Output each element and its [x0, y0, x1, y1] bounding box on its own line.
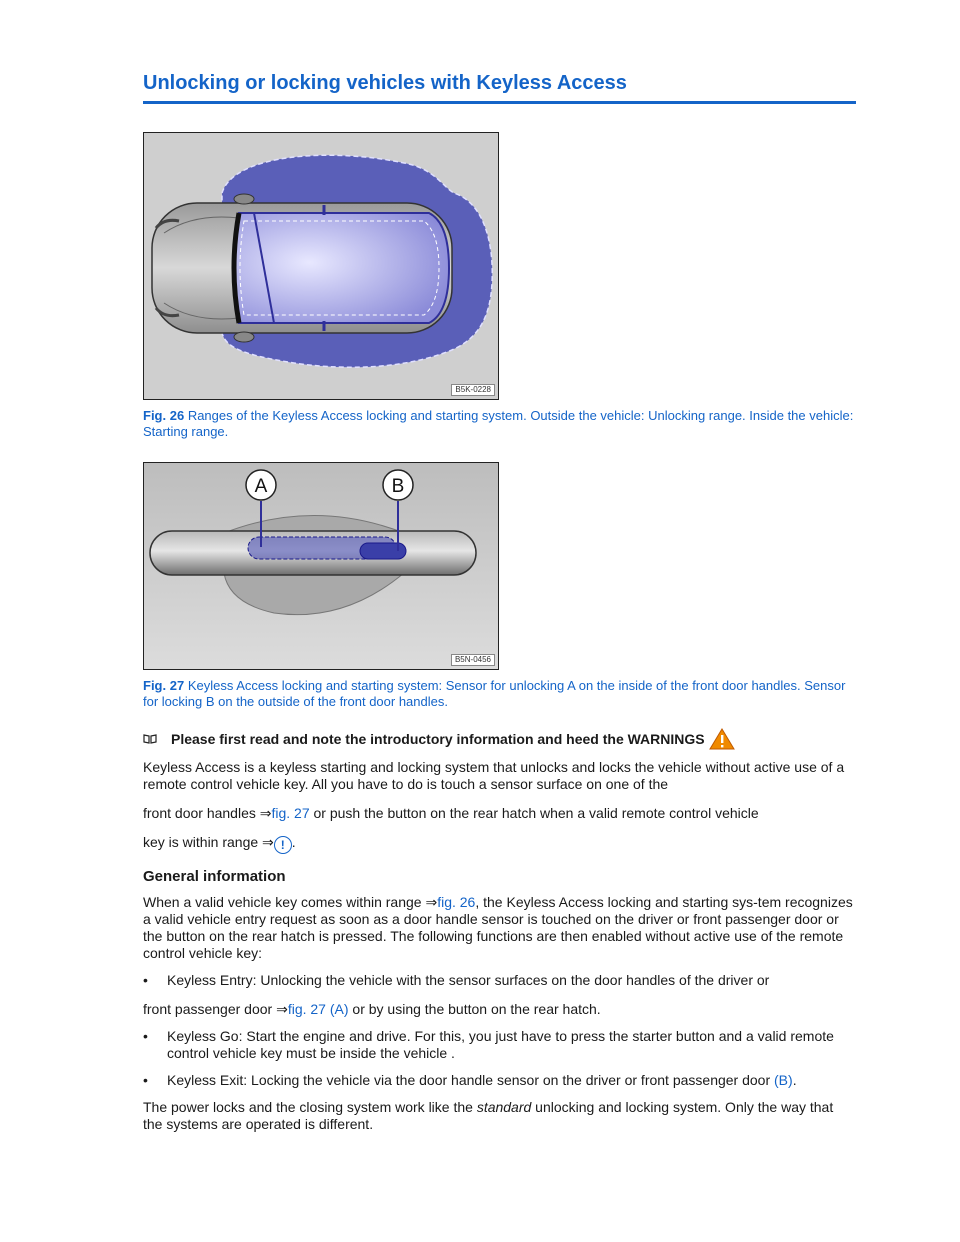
- text: unlocking and locking system. Only the way that the systems are operated is different.: [143, 1099, 834, 1132]
- callout-a-label: A: [254, 476, 268, 497]
- callout-b-label: B: [391, 476, 405, 497]
- door-handle-illustration: [144, 463, 498, 669]
- figure-door-handle: [143, 462, 499, 670]
- figure-caption: [143, 678, 856, 710]
- bullet-text: [143, 1001, 769, 1018]
- figure-code: B5N-0456: [451, 654, 495, 666]
- intro-line-1: Keyless Access is a keyless starting and locking system that unlocks and locks the vehicle without active use of a remote control vehicle key. All you have to do is touch a sensor surface on one of the: [143, 759, 845, 792]
- intro-note: [143, 728, 856, 750]
- fig27-link[interactable]: fig. 27: [271, 805, 310, 821]
- bullet-dot: •: [143, 972, 148, 988]
- text: , the Keyless Access locking and starting sys-tem recognizes a valid vehicle entry request as soon as a door handle sensor is touched on the driver or front passenger door or the button on the rear hatch is pressed. The following functions are then enabled without active use of the remote control vehicle key:: [143, 894, 853, 961]
- intro-line-3: [143, 834, 856, 854]
- text: or by using the button on the rear hatch.: [348, 1001, 601, 1017]
- text: or push the button on the rear hatch when a valid remote control vehicle: [309, 805, 759, 821]
- bullet-text: Keyless Go: Start the engine and drive. For this, you just have to press the starter button and a valid remote control vehicle key must be inside the vehicle .: [167, 1028, 834, 1061]
- text: When a valid vehicle key comes within range ⇒: [143, 894, 438, 910]
- intro-line-2: [143, 805, 856, 822]
- text: front passenger door ⇒: [143, 1001, 288, 1017]
- intro-paragraph: [143, 759, 856, 854]
- bullet-text: Keyless Entry: Unlocking the vehicle with the sensor surfaces on the door handles of the driver or: [167, 972, 770, 988]
- page-title: Unlocking or locking vehicles with Keyless Access: [143, 70, 856, 104]
- figure-label: Fig. 26: [143, 408, 185, 423]
- section-heading: General information: [143, 868, 286, 885]
- list-item: [143, 1028, 856, 1062]
- bullet-dot: •: [143, 1072, 148, 1088]
- figure-caption: [143, 408, 856, 440]
- text: front door handles ⇒: [143, 805, 272, 821]
- car-top-view-illustration: [144, 133, 498, 399]
- fig27a-link[interactable]: fig. 27 (A): [287, 1001, 349, 1017]
- closing-paragraph: [143, 1099, 856, 1133]
- starting-range-area: [234, 213, 449, 323]
- figure-code: B5K-0228: [451, 384, 495, 396]
- text: key is within range ⇒: [143, 834, 274, 850]
- text: .: [792, 1072, 797, 1088]
- sensor-b-link[interactable]: (B): [774, 1072, 793, 1088]
- figure-label: Fig. 27: [143, 678, 185, 693]
- bullet-text: [167, 1072, 797, 1089]
- figure-caption-text: Keyless Access locking and starting system: Sensor for unlocking A on the inside of the front door handles. Sensor for locking B on the outside of the front door handles.: [143, 678, 846, 709]
- book-icon: [143, 734, 157, 744]
- bullet-dot: •: [143, 1028, 148, 1044]
- text: .: [291, 834, 296, 850]
- sensor-b-area: [360, 543, 406, 559]
- fig26-link[interactable]: fig. 26: [437, 894, 476, 910]
- warning-triangle-icon[interactable]: [709, 728, 735, 750]
- figure-keyless-range: [143, 132, 499, 400]
- list-item: [143, 972, 856, 1018]
- text: The power locks and the closing system work like the: [143, 1099, 477, 1115]
- list-item: [143, 1072, 856, 1089]
- exclamation-circle-icon[interactable]: !: [274, 836, 292, 854]
- manual-page: [143, 70, 856, 1133]
- note-text: Please first read and note the introductory information and heed the WARNINGS: [171, 731, 705, 747]
- figure-caption-text: Ranges of the Keyless Access locking and starting system. Outside the vehicle: Unlocking range. Inside the vehicle: Starting range.: [143, 408, 854, 439]
- general-paragraph: [143, 894, 856, 962]
- text: Keyless Exit: Locking the vehicle via the door handle sensor on the driver or front passenger door: [167, 1072, 771, 1088]
- emphasis-text: standard: [476, 1099, 532, 1115]
